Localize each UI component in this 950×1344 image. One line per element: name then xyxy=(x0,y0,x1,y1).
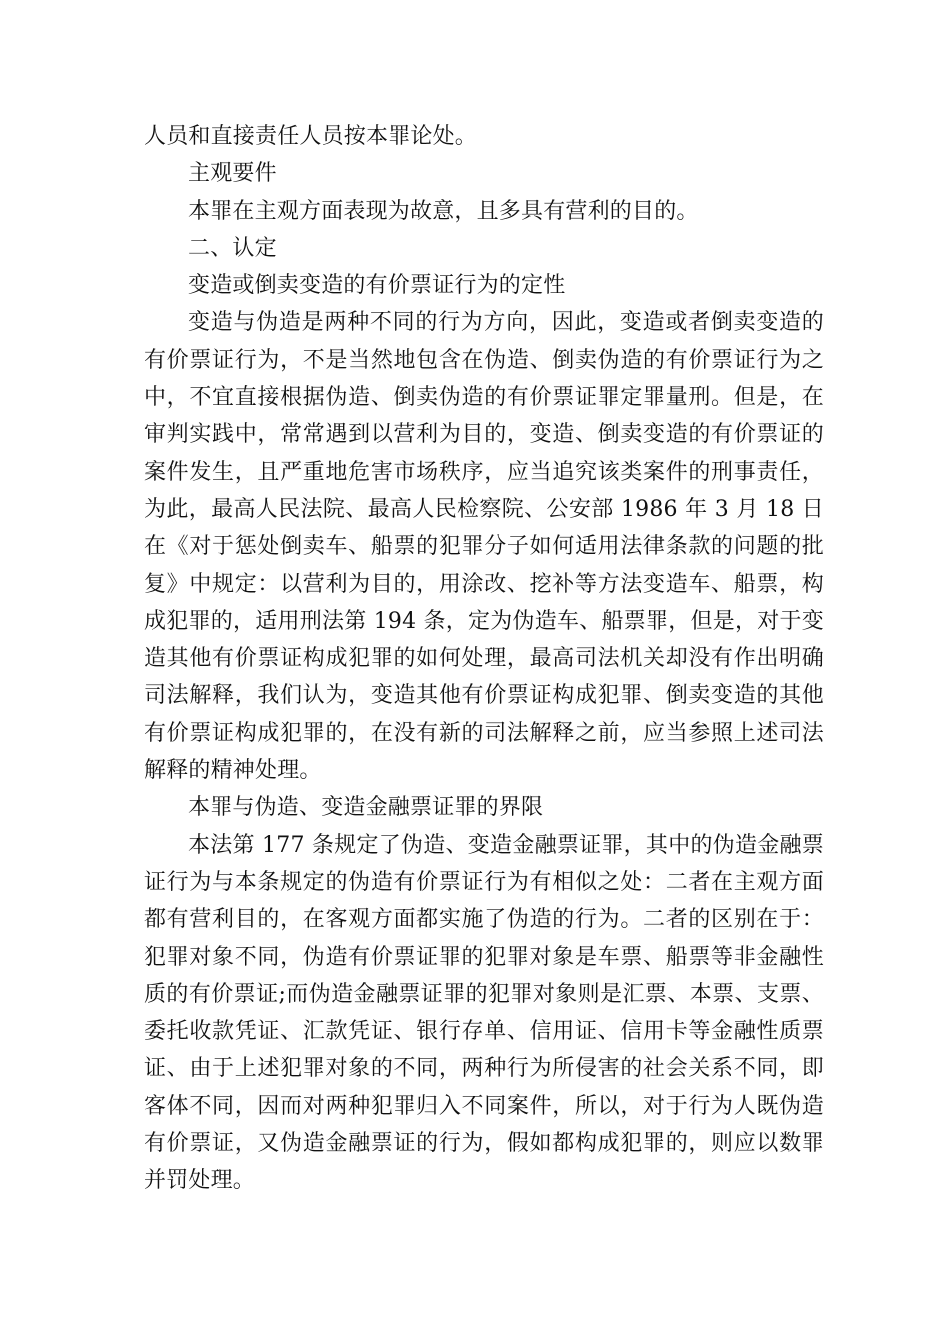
heading-subjective-element: 主观要件 xyxy=(188,161,277,187)
document-page xyxy=(144,118,824,1200)
heading-financial-instruments-boundary: 本罪与伪造、变造金融票证罪的界限 xyxy=(188,795,544,821)
paragraph-financial-instruments-boundary: 本法第 177 条规定了伪造、变造金融票证罪，其中的伪造金融票证行为与本条规定的伪造有价票证行为有相似之处：二者在主观方面都有营利目的，在客观方面都实施了伪造的行为。二者的区别在于：犯罪对象不同，伪造有价票证罪的犯罪对象是车票、船票等非金融性质的有价票证;而伪造金融票证罪的犯罪对象则是汇票、本票、支票、委托收款凭证、汇款凭证、银行存单、信用证、信用卡等金融性质票证、由于上述犯罪对象的不同，两种行为所侵害的社会关系不同，即客体不同，因而对两种犯罪归入不同案件，所以，对于行为人既伪造有价票证，又伪造金融票证的行为，假如都构成犯罪的，则应以数罪并罚处理。 xyxy=(144,832,824,1194)
heading-altered-securities: 变造或倒卖变造的有价票证行为的定性 xyxy=(188,273,566,299)
paragraph-continuation: 人员和直接责任人员按本罪论处。 xyxy=(144,124,478,149)
paragraph-subjective-aspect: 本罪在主观方面表现为故意，且多具有营利的目的。 xyxy=(188,198,699,224)
heading-section-two-determination: 二、认定 xyxy=(188,235,277,261)
paragraph-altered-securities: 变造与伪造是两种不同的行为方向，因此，变造或者倒卖变造的有价票证行为，不是当然地包含在伪造、倒卖伪造的有价票证行为之中，不宜直接根据伪造、倒卖伪造的有价票证罪定罪量刑。但是，在审判实践中，常常遇到以营利为目的，变造、倒卖变造的有价票证的案件发生，且严重地危害市场秩序，应当追究该类案件的刑事责任，为此，最高人民法院、最高人民检察院、公安部 1986 年 3 月 18 日在《对于惩处倒卖车、船票的犯罪分子如何适用法律条款的问题的批复》中规定：以营利为目的，用涂改、挖补等方法变造车、船票，构成犯罪的，适用刑法第 194 条，定为伪造车、船票罪，但是，对于变造其他有价票证构成犯罪的如何处理，最高司法机关却没有作出明确司法解释，我们认为，变造其他有价票证构成犯罪、倒卖变造的其他有价票证构成犯罪的，在没有新的司法解释之前，应当参照上述司法解释的精神处理。 xyxy=(144,310,824,784)
